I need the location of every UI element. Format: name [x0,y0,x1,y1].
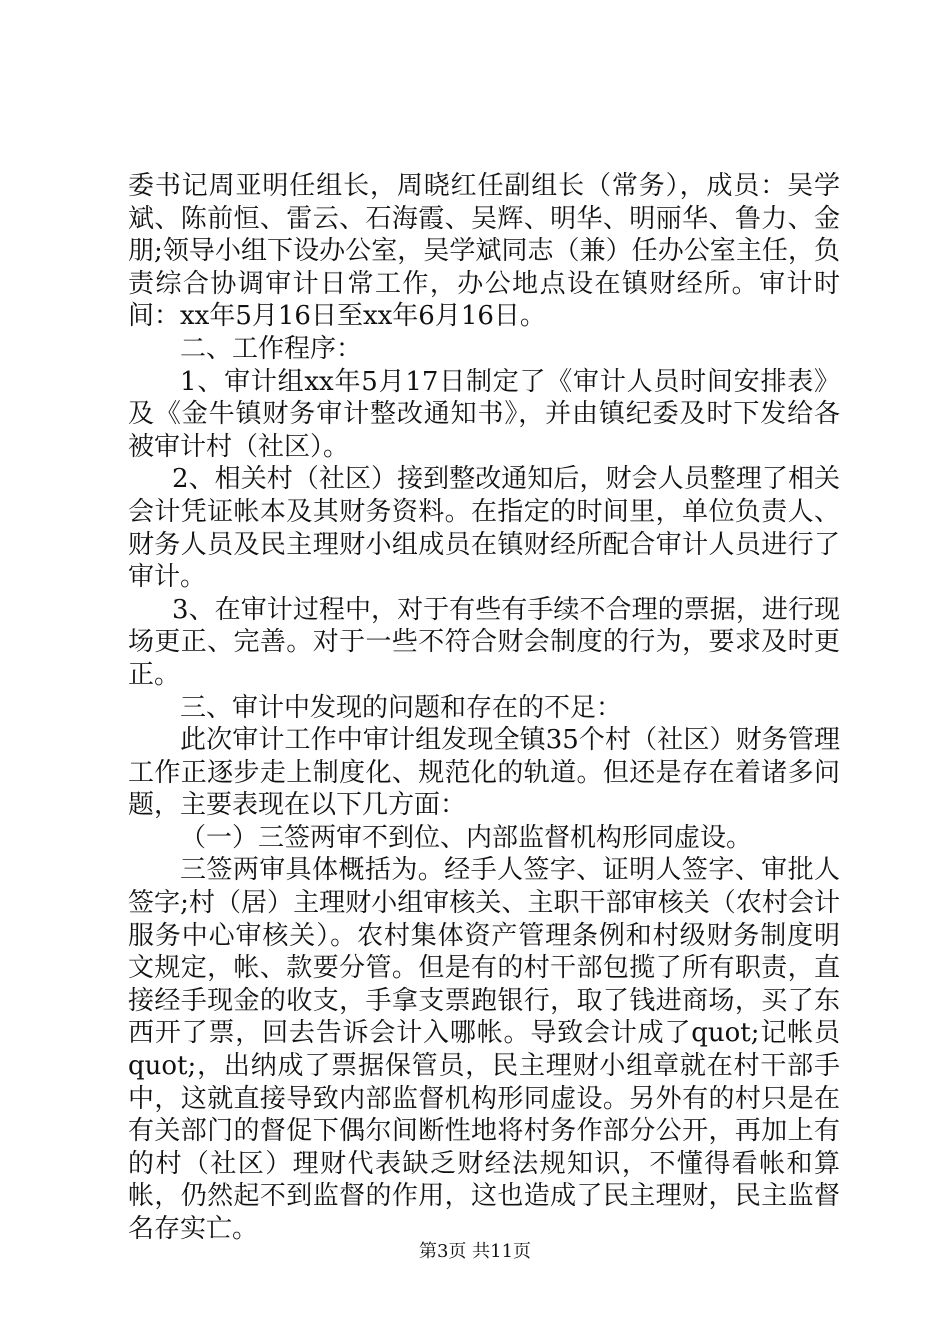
paragraph-problems-intro: 此次审计工作中审计组发现全镇35个村（社区）财务管理工作正逐步走上制度化、规范化的轨道。但还是存在着诸多问题，主要表现在以下几方面： [128,725,840,821]
subheading-problem-1: （一）三签两审不到位、内部监督机构形同虚设。 [180,822,753,853]
page-footer [0,1240,950,1264]
paragraph-1: 委书记周亚明任组长，周晓红任副组长（常务），成员：吴学斌、陈前恒、雷云、石海霞、吴辉、明华、明丽华、鲁力、金朋;领导小组下设办公室，吴学斌同志（兼）任办公室主任，负责综合协调审计日常工作，办公地点设在镇财经所。审计时间：xx年5月16日至xx年6月16日。 [128,171,840,332]
paragraph-procedure-1: 1、审计组xx年5月17日制定了《审计人员时间安排表》及《金牛镇财务审计整改通知书》，并由镇纪委及时下发给各被审计村（社区）。 [128,366,840,462]
paragraph-problem-1-detail: 三签两审具体概括为。经手人签字、证明人签字、审批人签字;村（居）主理财小组审核关、主职干部审核关（农村会计服务中心审核关）。农村集体资产管理条例和村级财务制度明文规定，帐、款要分管。但是有的村干部包揽了所有职责，直接经手现金的收支，手拿支票跑银行，取了钱进商场，买了东西开了票，回去告诉会计入哪帐。导致会计成了quot;记帐员quot;，出纳成了票据保管员，民主理财小组章就在村干部手中，这就直接导致内部监督机构形同虚设。另外有的村只是在有关部门的督促下偶尔间断性地将村务作部分公开，再加上有的村（社区）理财代表缺乏财经法规知识，不懂得看帐和算帐，仍然起不到监督的作用，这也造成了民主理财，民主监督名存实亡。 [128,855,840,1244]
page-number-label: 第3页 共11页 [418,1241,532,1262]
section-heading-problems: 三、审计中发现的问题和存在的不足： [180,692,623,723]
section-heading-procedure: 二、工作程序： [180,333,363,364]
paragraph-procedure-2: 2、相关村（社区）接到整改通知后，财会人员整理了相关会计凭证帐本及其财务资料。在指定的时间里，单位负责人、财务人员及民主理财小组成员在镇财经所配合审计人员进行了审计。 [128,464,840,593]
paragraph-procedure-3: 3、在审计过程中，对于有些有手续不合理的票据，进行现场更正、完善。对于一些不符合财会制度的行为，要求及时更正。 [128,594,840,690]
document-body [128,170,840,1246]
